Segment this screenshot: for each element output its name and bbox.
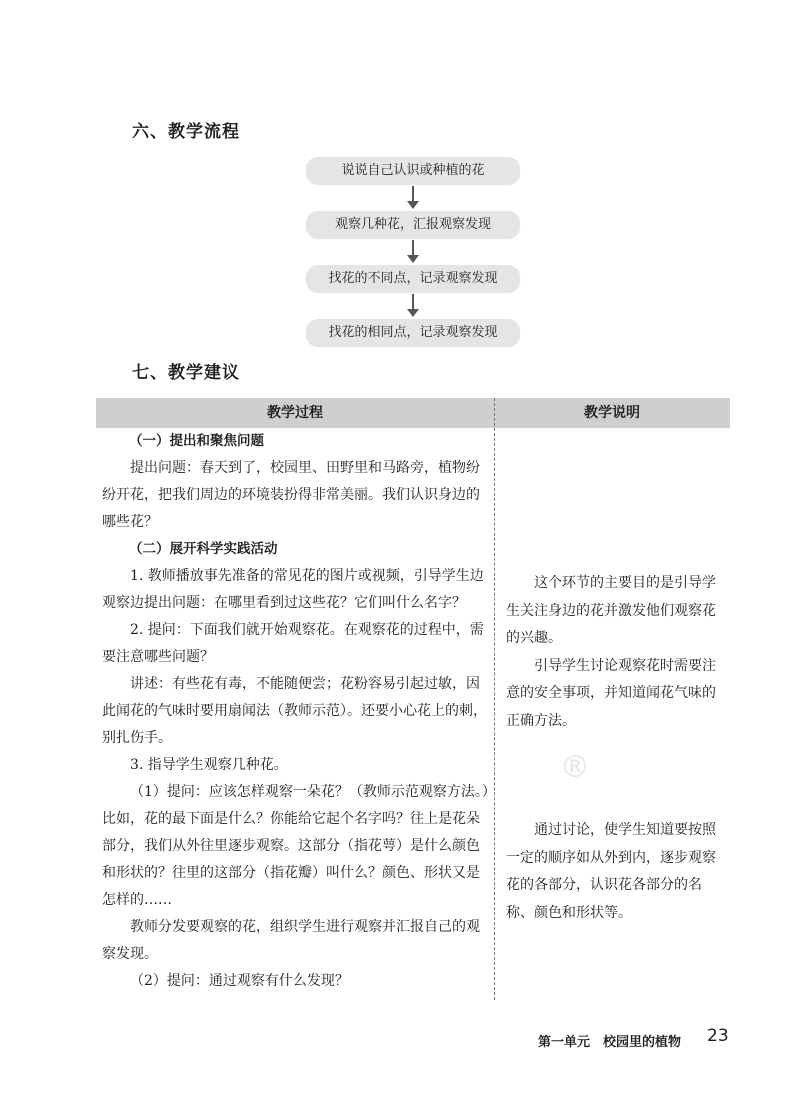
header-teaching-process: 教学过程 — [267, 405, 323, 421]
down-arrow-icon — [306, 184, 520, 211]
process-paragraph: 讲述：有些花有毒，不能随便尝；花粉容易引起过敏，因此闻花的气味时要用扇闻法（教师示范）。还要小心花上的刺，别扎伤手。 — [102, 676, 487, 746]
section-title-flow: 六、教学流程 — [132, 122, 240, 142]
flow-step-3: 找花的不同点，记录观察发现 — [306, 265, 520, 292]
process-paragraph: 教师分发要观察的花，组织学生进行观察并汇报自己的观察发现。 — [102, 919, 480, 962]
process-paragraph: 3. 指导学生观察几种花。 — [130, 757, 288, 773]
teaching-flowchart — [306, 157, 520, 346]
teaching-process-column — [102, 428, 492, 995]
unit-footer: 第一单元 校园里的植物 — [538, 1035, 682, 1050]
note-paragraph: 这个环节的主要目的是引导学生关注身边的花并激发他们观察花的兴趣。 — [506, 575, 716, 646]
teaching-notes-column — [506, 570, 728, 927]
process-paragraph: （1）提问：应该怎样观察一朵花？（教师示范观察方法。）比如，花的最下面是什么？你能给它起个名字吗？往上是花朵部分，我们从外往里逐步观察。这部分（指花萼）是什么颜色和形状的？往里的这部分（指花瓣）叫什么？颜色、形状又是怎样的…… — [102, 784, 489, 908]
note-paragraph: 通过讨论，使学生知道要按照一定的顺序如从外到内，逐步观察花的各部分，认识花各部分的名称、颜色和形状等。 — [506, 822, 716, 921]
process-paragraph: 2. 提问：下面我们就开始观察花。在观察花的过程中，需要注意哪些问题？ — [102, 622, 484, 665]
section-title-advice: 七、教学建议 — [132, 363, 240, 383]
process-paragraph: （2）提问：通过观察有什么发现？ — [130, 973, 349, 989]
column-divider — [494, 398, 495, 1000]
teaching-advice-table — [96, 398, 730, 1000]
down-arrow-icon — [306, 292, 520, 319]
header-teaching-notes: 教学说明 — [584, 405, 640, 421]
subheading-raise-question: （一）提出和聚焦问题 — [129, 433, 264, 449]
flow-step-1: 说说自己认识或种植的花 — [306, 157, 520, 184]
process-paragraph: 1. 教师播放事先准备的常见花的图片或视频，引导学生边观察边提出问题：在哪里看到过这些花？它们叫什么名字？ — [102, 568, 484, 611]
down-arrow-icon — [306, 238, 520, 265]
flow-step-2: 观察几种花，汇报观察发现 — [306, 211, 520, 238]
flow-step-4: 找花的相同点，记录观察发现 — [306, 319, 520, 346]
process-paragraph: 提出问题：春天到了，校园里、田野里和马路旁，植物纷纷开花，把我们周边的环境装扮得非常美丽。我们认识身边的哪些花？ — [102, 460, 480, 530]
subheading-practice-activity: （二）展开科学实践活动 — [129, 541, 278, 557]
page-number: 23 — [707, 1026, 729, 1046]
table-header — [96, 398, 730, 428]
registered-watermark: ® — [560, 750, 590, 785]
note-paragraph: 引导学生讨论观察花时需要注意的安全事项，并知道闻花气味的正确方法。 — [506, 657, 716, 729]
